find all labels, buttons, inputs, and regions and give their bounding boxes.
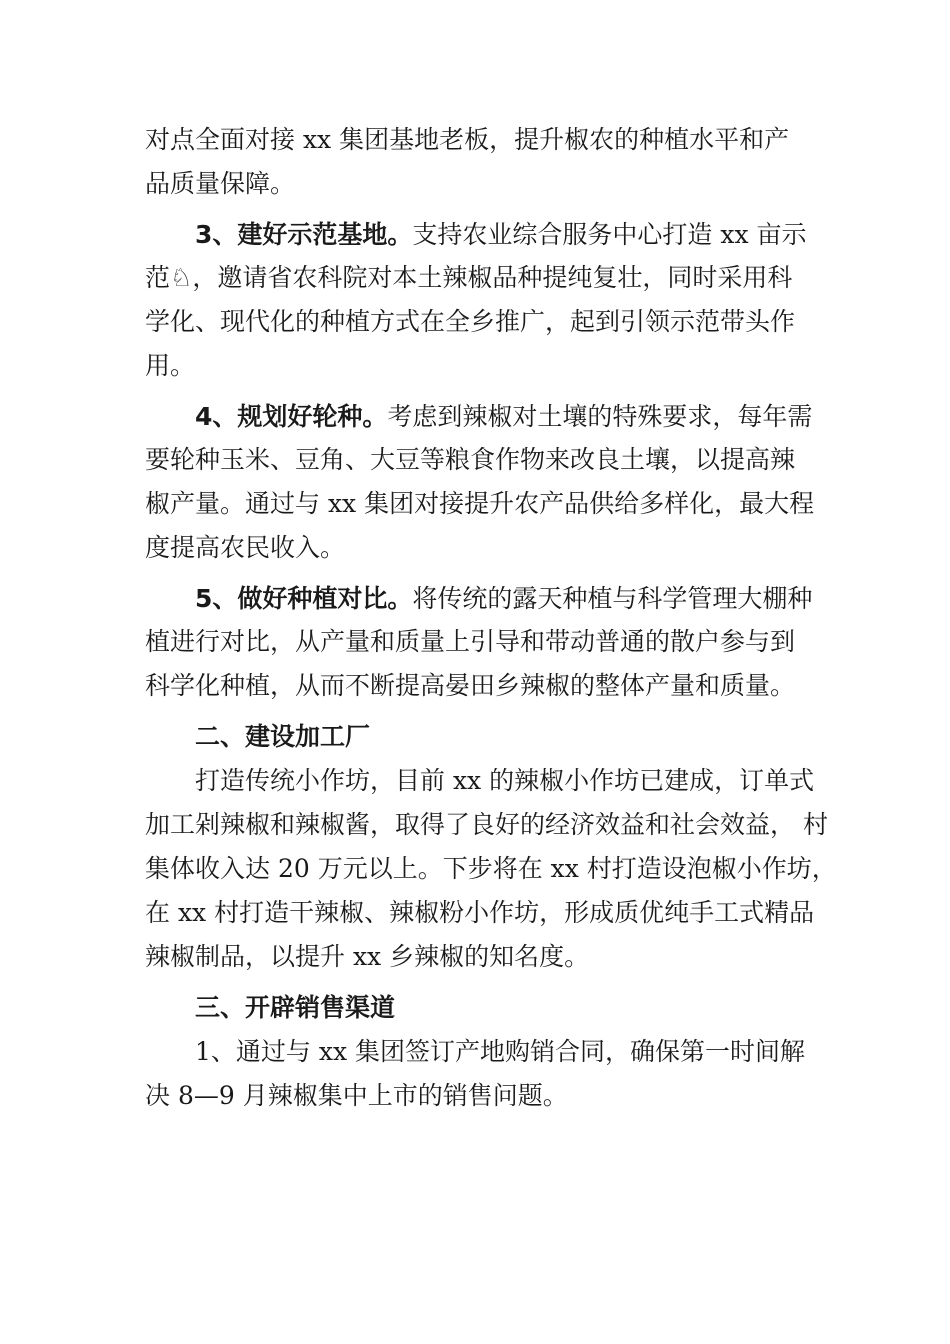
item-3-title: 3、建好示范基地。 — [195, 220, 413, 249]
body-line — [0, 758, 950, 804]
item-4-line — [0, 394, 950, 440]
body-line — [0, 481, 950, 527]
line-text: 打造传统小作坊，目前 xx 的辣椒小作坊已建成，订单式 — [195, 766, 815, 795]
line-text: 加工剁辣椒和辣椒酱，取得了良好的经济效益和社会效益， 村 — [145, 810, 828, 839]
line-text: 植进行对比，从产量和质量上引导和带动普通的散户参与到 — [145, 627, 796, 656]
body-line — [0, 846, 950, 892]
line-text: 支持农业综合服务中心打造 xx 亩示 — [412, 220, 807, 249]
section-heading-3 — [0, 985, 950, 1031]
line-text: 范♘，邀请省农科院对本土辣椒品种提纯复壮，同时采用科 — [145, 263, 793, 292]
section-heading-text: 三、开辟销售渠道 — [195, 993, 396, 1022]
item-5-title: 5、做好种植对比。 — [195, 584, 413, 613]
body-line — [0, 117, 950, 163]
body-line — [0, 934, 950, 980]
line-text: 椒产量。通过与 xx 集团对接提升农产品供给多样化，最大程 — [145, 489, 815, 518]
item-5-line — [0, 576, 950, 622]
line-text: 决 8—9 月辣椒集中上市的销售问题。 — [145, 1081, 568, 1110]
line-text: 辣椒制品，以提升 xx 乡辣椒的知名度。 — [145, 942, 590, 971]
line-text: 品质量保障。 — [145, 169, 296, 198]
body-line — [0, 1029, 950, 1075]
body-line — [0, 437, 950, 483]
body-line — [0, 802, 950, 848]
body-line — [0, 1073, 950, 1119]
line-text: 要轮种玉米、豆角、大豆等粮食作物来改良土壤，以提高辣 — [145, 445, 796, 474]
body-line — [0, 663, 950, 709]
line-text: 度提高农民收入。 — [145, 533, 346, 562]
line-text: 集体收入达 20 万元以上。下步将在 xx 村打造设泡椒小作坊， — [145, 854, 837, 883]
body-line — [0, 299, 950, 345]
line-text: 用。 — [145, 351, 196, 380]
body-line — [0, 255, 950, 301]
section-heading-text: 二、建设加工厂 — [195, 722, 371, 751]
section-heading-2 — [0, 714, 950, 760]
line-text: 考虑到辣椒对土壤的特殊要求，每年需 — [387, 402, 813, 431]
body-line — [0, 343, 950, 389]
body-line — [0, 890, 950, 936]
line-text: 对点全面对接 xx 集团基地老板，提升椒农的种植水平和产 — [145, 125, 790, 154]
item-4-title: 4、规划好轮种。 — [195, 402, 388, 431]
line-text: 在 xx 村打造干辣椒、辣椒粉小作坊，形成质优纯手工式精品 — [145, 898, 815, 927]
item-3-line — [0, 212, 950, 258]
line-text: 科学化种植，从而不断提高晏田乡辣椒的整体产量和质量。 — [145, 671, 796, 700]
line-text: 将传统的露天种植与科学管理大棚种 — [412, 584, 813, 613]
line-text: 1、通过与 xx 集团签订产地购销合同，确保第一时间解 — [195, 1037, 805, 1066]
line-text: 学化、现代化的种植方式在全乡推广，起到引领示范带头作 — [145, 307, 796, 336]
body-line — [0, 619, 950, 665]
body-line — [0, 525, 950, 571]
body-line — [0, 161, 950, 207]
